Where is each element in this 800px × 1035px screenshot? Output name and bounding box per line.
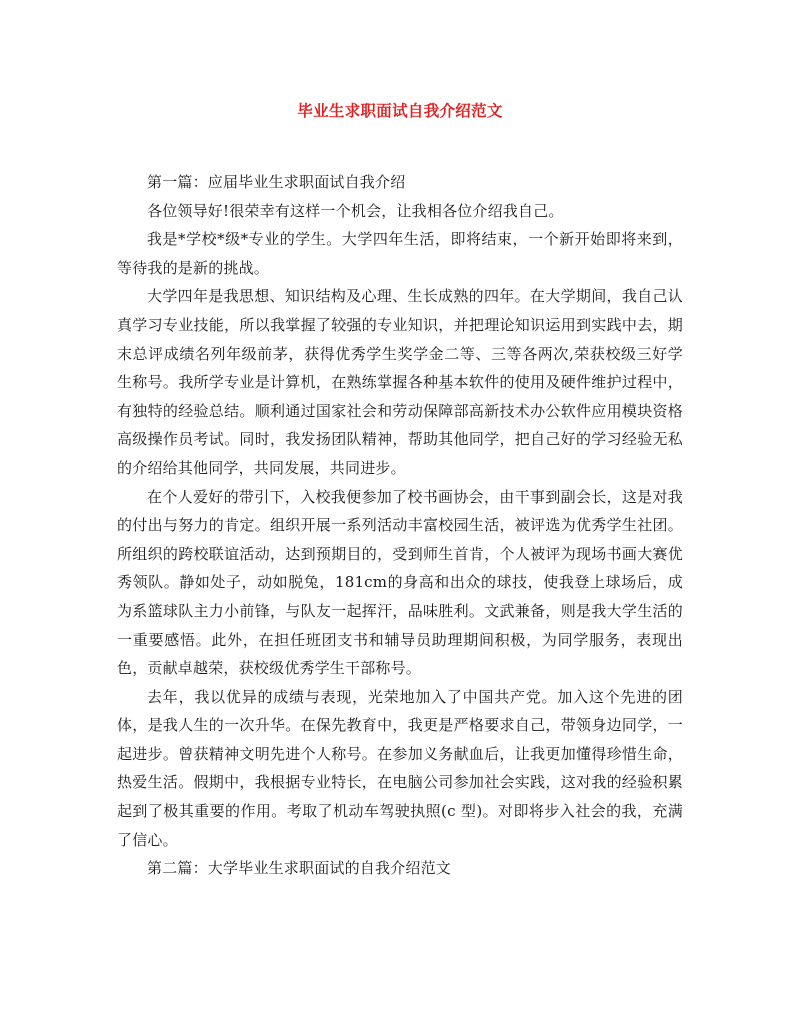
study-paragraph: 大学四年是我思想、知识结构及心理、生长成熟的四年。在大学期间，我自己认真学习专业技能，所以我掌握了较强的专业知识，并把理论知识运用到实践中去，期末总评成绩名列年级前茅，获得优秀学生奖学金二等、三等各两次,荣获校级三好学生称号。我所学专业是计算机，在熟练掌握各种基本软件的使用及硬件维护过程中，有独特的经验总结。顺利通过国家社会和劳动保障部高新技术办公软件应用模块资格高级操作员考试。同时，我发扬团队精神，帮助其他同学，把自己好的学习经验无私的介绍给其他同学，共同发展，共同进步。: [117, 287, 683, 477]
section-heading-2: 第二篇：大学毕业生求职面试的自我介绍范文: [147, 859, 452, 878]
hobby-paragraph: 在个人爱好的带引下，入校我便参加了校书画协会，由干事到副会长，这是对我的付出与努力的肯定。组织开展一系列活动丰富校园生活，被评选为优秀学生社团。所组织的跨校联谊活动，达到预期目的，受到师生首肯，个人被评为现场书画大赛优秀领队。静如处子，动如脱兔，181cm的身高和出众的球技，使我登上球场后，成为系篮球队主力小前锋，与队友一起挥汗，品味胜利。文武兼备，则是我大学生活的一重要感悟。此外，在担任班团支书和辅导员助理期间积极，为同学服务，表现出色，贡献卓越荣，获校级优秀学生干部称号。: [117, 487, 683, 678]
party-paragraph: 去年，我以优异的成绩与表现，光荣地加入了中国共产党。加入这个先进的团体，是我人生的一次升华。在保先教育中，我更是严格要求自己，带领身边同学，一起进步。曾获精神文明先进个人称号。在参加义务献血后，让我更加懂得珍惜生命，热爱生活。假期中，我根据专业特长，在电脑公司参加社会实践，这对我的经验积累起到了极其重要的作用。考取了机动车驾驶执照(c 型)。对即将步入社会的我，充满了信心。: [117, 687, 683, 849]
greeting-paragraph: 各位领导好!很荣幸有这样一个机会，让我相各位介绍我自己。: [147, 201, 564, 220]
intro-paragraph: 我是*学校*级*专业的学生。大学四年生活，即将结束，一个新开始即将来到，等待我的是新的挑战。: [117, 230, 683, 277]
section-heading-1: 第一篇：应届毕业生求职面试自我介绍: [147, 173, 406, 191]
document-page: [117, 100, 683, 883]
document-title: 毕业生求职面试自我介绍范文: [297, 101, 503, 120]
